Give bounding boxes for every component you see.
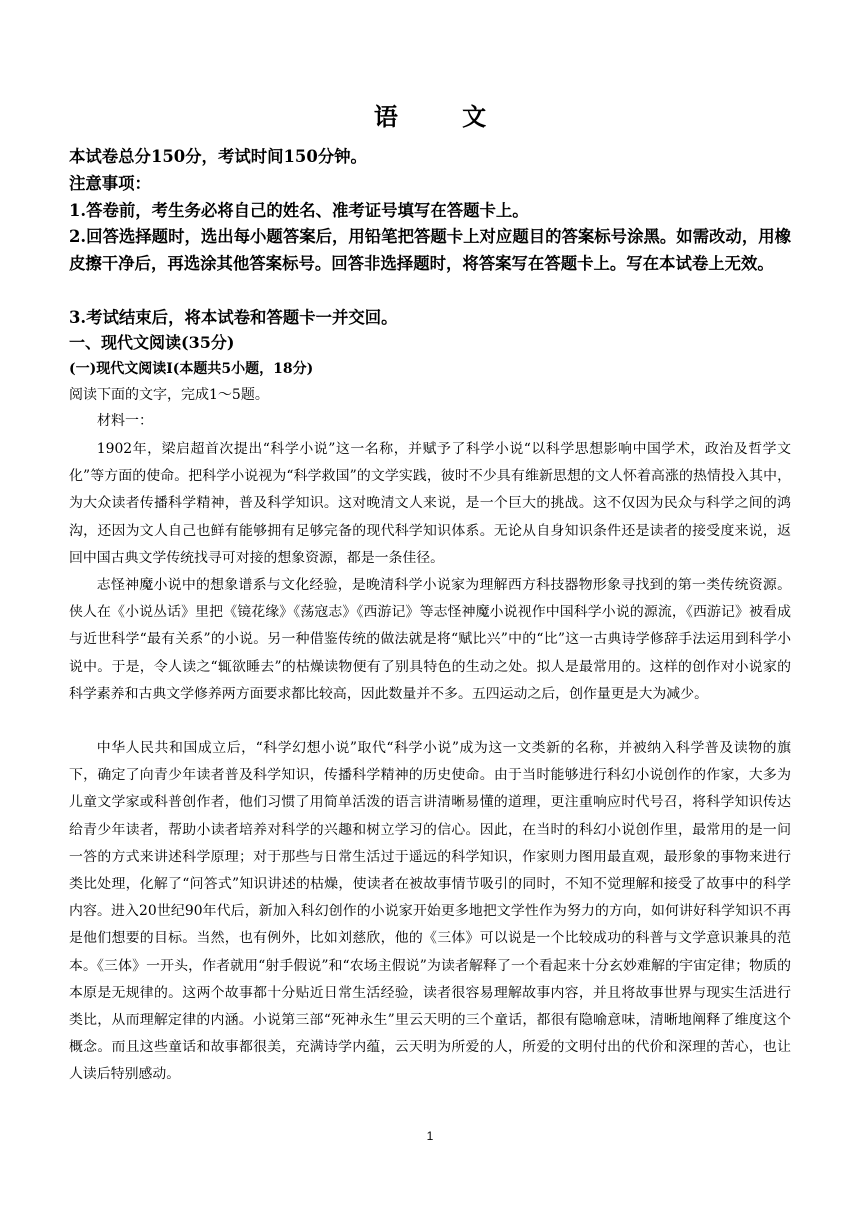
notice-item-1: 1.答卷前，考生务必将自己的姓名、准考证号填写在答题卡上。 xyxy=(69,201,529,220)
paragraph-2: 志怪神魔小说中的想象谱系与文化经验，是晚清科学小说家为理解西方科技器物形象寻找到的第一类传统资源。侠人在《小说丛话》里把《镜花缘》《荡寇志》《西游记》等志怪神魔小说视作中国科学小说的源流，《西游记》被看成与近世科学“最有关系”的小说。另一种借鉴传统的做法就是将“赋比兴”中的“比”这一古典诗学修辞手法运用到科学小说中。于是，令人读之“辄欲睡去”的枯燥读物便有了别具特色的生动之处。拟人是最常用的。这样的创作对小说家的科学素养和古典文学修养两方面要求都比较高，因此数量并不多。五四运动之后，创作量更是大为减少。 xyxy=(69,577,791,702)
subsection-heading: (一)现代文阅读Ⅰ(本题共5小题，18分) xyxy=(69,361,314,377)
notice-item-2: 2.回答选择题时，选出每小题答案后，用铅笔把答题卡上对应题目的答案标号涂黑。如需改动，用橡皮擦干净后，再选涂其他答案标号。回答非选择题时，将答案写在答题卡上。写在本试卷上无效。 xyxy=(69,227,791,273)
paragraph-1: 1902年，梁启超首次提出“科学小说”这一名称，并赋予了科学小说“以科学思想影响中国学术，政治及哲学文化”等方面的使命。把科学小说视为“科学救国”的文学实践，彼时不少具有维新思想的文人怀着高涨的热情投入其中，为大众读者传播科学精神，普及科学知识。这对晚清文人来说，是一个巨大的挑战。这不仅因为民众与科学之间的鸿沟，还因为文人自己也鲜有能够拥有足够完备的现代科学知识体系。无论从自身知识条件还是读者的接受度来说，返回中国古典文学传统找寻可对接的想象资源，都是一条佳径。 xyxy=(69,441,791,566)
page-number: 1 xyxy=(426,1129,434,1143)
reading-instruction: 阅读下面的文字，完成1～5题。 xyxy=(69,387,269,403)
paragraph-3: 中华人民共和国成立后，“科学幻想小说”取代“科学小说”成为这一文类新的名称，并被纳入科学普及读物的旗下，确定了向青少年读者普及科学知识，传播科学精神的历史使命。由于当时能够进行科幻小说创作的作家，大多为儿童文学家或科普创作者，他们习惯了用简单活泼的语言讲清晰易懂的道理，更注重响应时代号召，将科学知识传达给青少年读者，帮助小读者培养对科学的兴趣和树立学习的信心。因此，在当时的科幻小说创作里，最常用的是一问一答的方式来讲述科学原理；对于那些与日常生活过于遥远的科学知识，作家则力图用最直观，最形象的事物来进行类比处理，化解了“问答式”知识讲述的枯燥，使读者在被故事情节吸引的同时，不知不觉理解和接受了故事中的科学内容。进入20世纪90年代后，新加入科幻创作的小说家开始更多地把文学性作为努力的方向，如何讲好科学知识不再是他们想要的目标。当然，也有例外，比如刘慈欣，他的《三体》可以说是一个比较成功的科普与文学意识兼具的范本。《三体》一开头，作者就用“射手假说”和“农场主假说”为读者解释了一个看起来十分玄妙难解的宇宙定律；物质的本原是无规律的。这两个故事都十分贴近日常生活经验，读者很容易理解故事内容，并且将故事世界与现实生活进行类比，从而理解定律的内涵。小说第三部“死神永生”里云天明的三个童话，都很有隐喻意味，清晰地阐释了维度这个概念。而且这些童话和故事都很美，充满诗学内蕴，云天明为所爱的人，所爱的文明付出的代价和深理的苦心，也让人读后特别感动。 xyxy=(69,740,791,1083)
material-label: 材料一： xyxy=(97,413,153,429)
notice-item-3: 3.考试结束后，将本试卷和答题卡一并交回。 xyxy=(69,308,398,327)
notice-title: 注意事项： xyxy=(69,174,151,193)
exam-total-info: 本试卷总分150分，考试时间150分钟。 xyxy=(69,147,367,166)
exam-title: 语 文 xyxy=(373,102,515,131)
section-heading: 一、现代文阅读(35分) xyxy=(69,333,235,352)
